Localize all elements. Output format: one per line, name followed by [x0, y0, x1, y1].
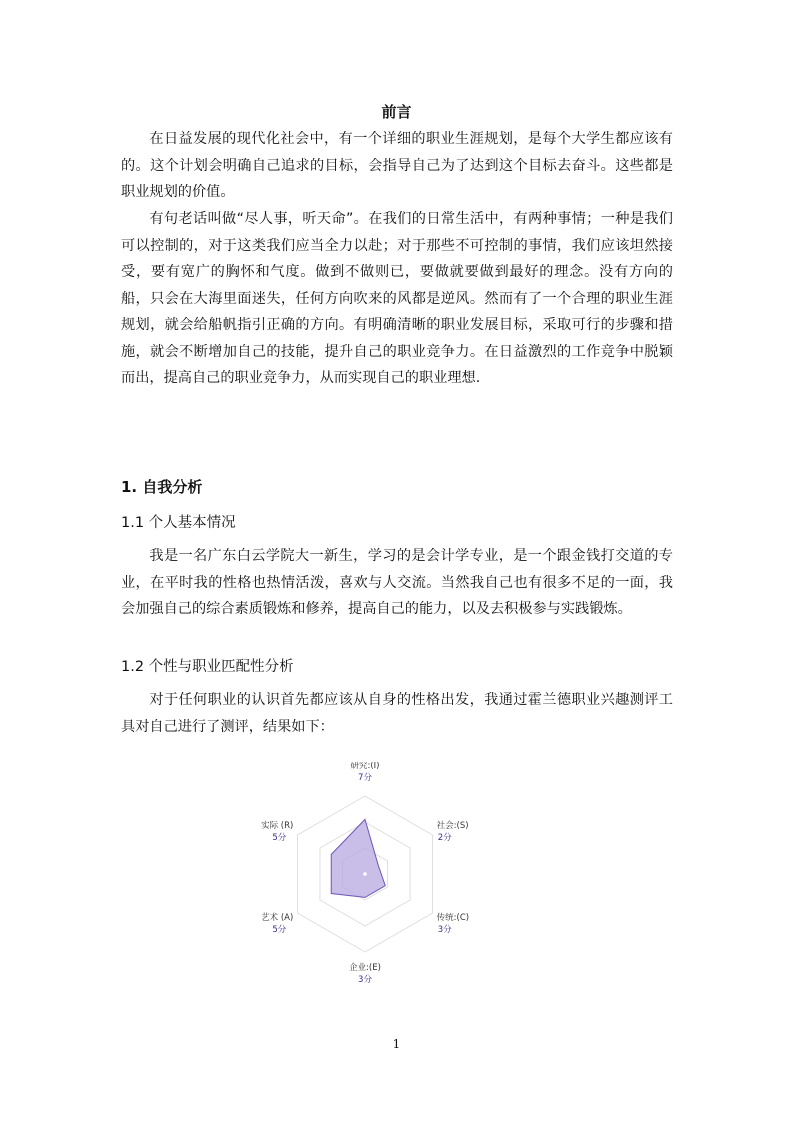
radar-axis-label: 企业:(E)	[349, 963, 381, 973]
radar-value-label: 5分	[272, 833, 287, 843]
radar-value-label: 7分	[358, 773, 372, 783]
basic-info-paragraph: 我是一名广东白云学院大一新生，学习的是会计学专业，是一个跟金钱打交道的专业，在平时我的性格也热情活泼，喜欢与人交流。当然我自己也有很多不足的一面，我会加强自己的综合素质锻炼和修养，提高自己的能力，以及去积极参与实践锻炼。	[121, 548, 673, 617]
preface-paragraph-1: 在日益发展的现代化社会中，有一个详细的职业生涯规划，是每个大学生都应该有的。这个计划会明确自己追求的目标，会指导自己为了达到这个目标去奋斗。这些都是职业规划的价值。	[121, 131, 673, 200]
subsection-heading-personality-match: 1.2 个性与职业匹配性分析	[121, 659, 294, 675]
section-heading-self-analysis: 1. 自我分析	[121, 478, 203, 496]
personality-match-paragraph: 对于任何职业的认识首先都应该从自身的性格出发，我通过霍兰德职业兴趣测评工具对自己进行了测评，结果如下：	[121, 692, 673, 735]
radar-axis-label: 实际 (R)	[261, 821, 294, 831]
radar-value-label: 3分	[358, 975, 372, 985]
radar-axis-label: 社会:(S)	[436, 821, 469, 831]
preface-paragraph-2: 有句老话叫做“尽人事，听天命”。在我们的日常生活中，有两种事情；一种是我们可以控制的，对于这类我们应当全力以赴；对于那些不可控制的事情，我们应该坦然接受，要有宽广的胸怀和气度。做到不做则已，要做就要做到最好的理念。没有方向的船，只会在大海里面迷失，任何方向吹来的风都是逆风。然而有了一个合理的职业生涯规划，就会给船帆指引正确的方向。有明确清晰的职业发展目标，采取可行的步骤和措施，就会不断增加自己的技能，提升自己的职业竞争力。在日益激烈的工作竞争中脱颖而出，提高自己的职业竞争力，从而实现自己的职业理想.	[121, 211, 673, 386]
page-number: 1	[392, 1037, 401, 1051]
subsection-heading-basic-info: 1.1 个人基本情况	[121, 515, 236, 531]
radar-value-label: 2分	[437, 833, 452, 843]
radar-data-area	[331, 819, 385, 897]
holland-radar-chart	[236, 762, 486, 994]
radar-axis-label: 传统:(C)	[436, 913, 470, 923]
radar-axis-label: 艺术 (A)	[261, 913, 294, 923]
radar-value-label: 3分	[437, 925, 452, 935]
radar-center-dot	[363, 872, 367, 876]
radar-value-label: 5分	[272, 925, 287, 935]
preface-title: 前言	[381, 103, 412, 121]
radar-axis-label: 研究:(I)	[350, 762, 380, 771]
